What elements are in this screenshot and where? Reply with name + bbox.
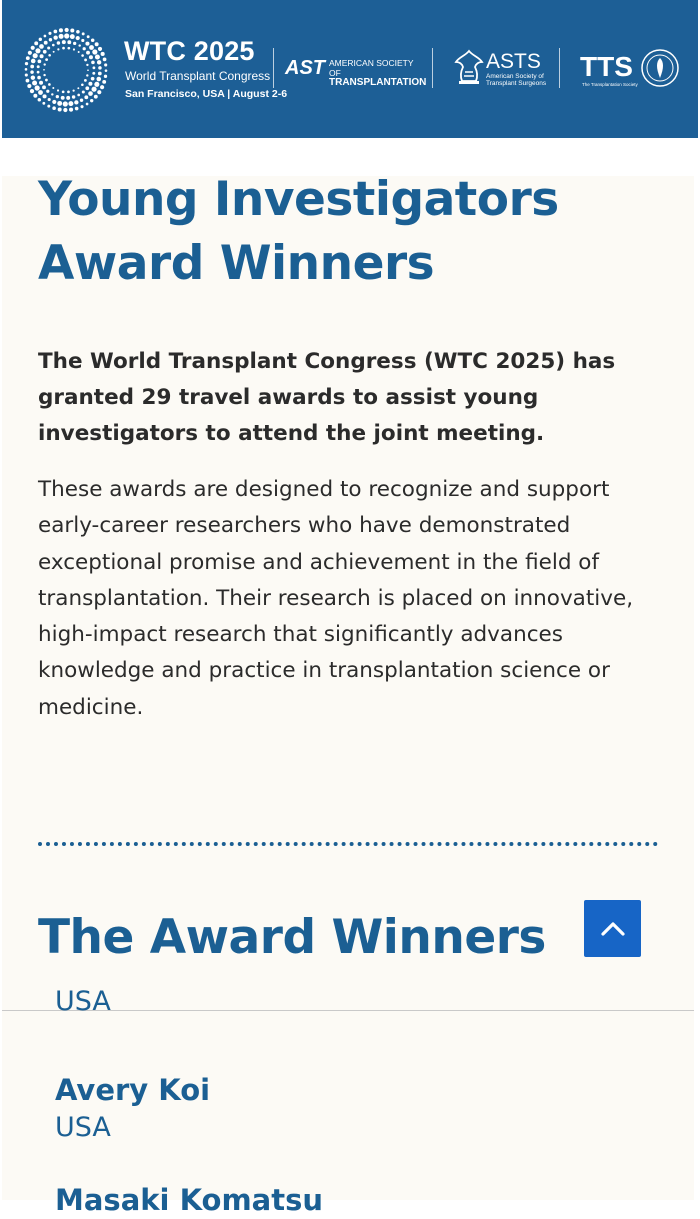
asts-name: American Society of Transplant Surgeons	[486, 73, 547, 87]
section-title: The Award Winners	[38, 910, 546, 965]
event-title: WTC 2025	[124, 36, 255, 66]
description-paragraph: These awards are designed to recognize and support early-career researchers who have demonstrated exceptional promise and achievement in the field of transplantation. Their research is placed on innovative, high-impact research that significantly advances knowledge and practice in transplantation science or medicine.	[38, 477, 634, 720]
header-banner	[2, 0, 698, 138]
winner-name: Masaki Komatsu	[55, 1183, 324, 1217]
tts-name: The Transplantation Society	[582, 82, 638, 87]
winner-country: USA	[55, 986, 111, 1017]
event-location: San Francisco, USA | August 2-6	[125, 88, 288, 100]
list-item	[55, 1071, 210, 1147]
tts-seal-icon	[640, 48, 680, 88]
wtc-logo-icon	[20, 24, 112, 116]
section-divider	[38, 842, 658, 846]
list-item	[55, 1181, 323, 1219]
tts-logo: TTS	[580, 51, 633, 82]
asts-logo: ASTS	[486, 50, 541, 73]
list-item	[55, 986, 111, 1021]
divider	[273, 48, 274, 88]
divider	[432, 48, 433, 88]
page-title: Young Investigators Award Winners	[38, 172, 559, 291]
chevron-up-icon	[600, 921, 626, 937]
winner-name: Avery Koi	[55, 1073, 211, 1107]
lead-paragraph: The World Transplant Congress (WTC 2025) has granted 29 travel awards to assist young investigators to attend the joint meeting.	[38, 349, 616, 446]
ast-name-line2: TRANSPLANTATION	[329, 77, 427, 88]
divider	[559, 48, 560, 88]
eagle-icon	[453, 48, 485, 86]
event-subtitle: World Transplant Congress	[125, 69, 271, 83]
winner-country: USA	[55, 1112, 111, 1143]
ast-name	[329, 58, 427, 88]
winners-list[interactable]	[2, 986, 694, 1217]
ast-logo: AST	[285, 57, 325, 79]
scroll-to-top-button[interactable]	[584, 900, 641, 957]
ast-name-line1: AMERICAN SOCIETY OF	[329, 58, 414, 78]
